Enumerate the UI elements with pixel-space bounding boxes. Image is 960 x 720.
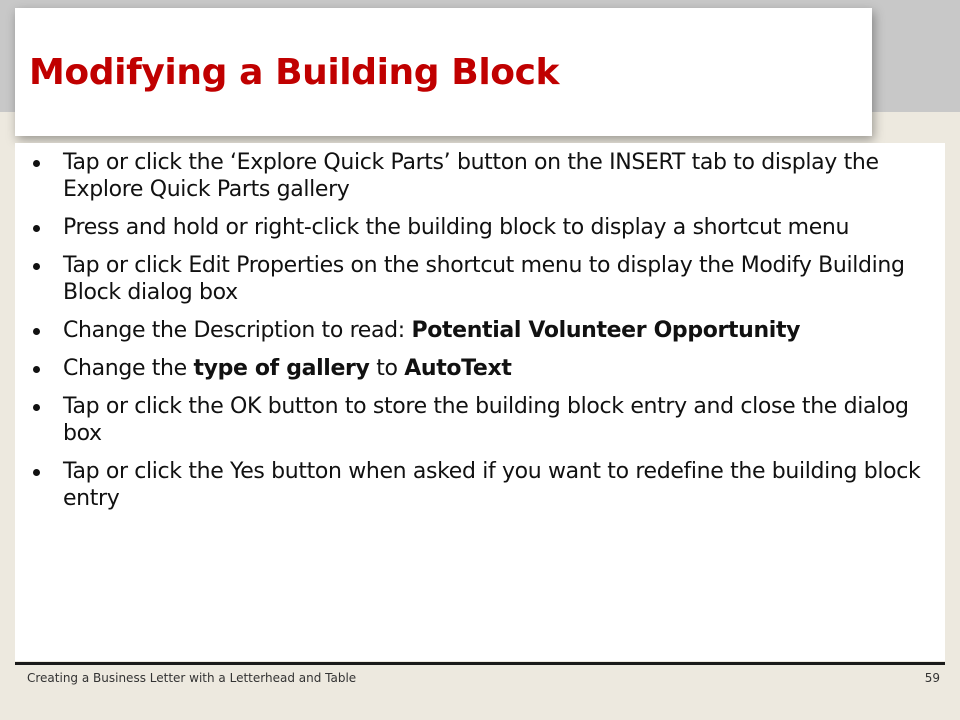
bullet-text: Change the [63,356,194,381]
bullet-text: to [369,356,405,381]
bullet-item [33,252,939,306]
content-area [15,143,945,661]
bullet-text: Tap or click the OK button to store the building block entry and close the dialog box [63,394,909,446]
bullet-text: Change the Description to read: [63,318,412,343]
page-number: 59 [924,671,940,685]
title-box [15,8,872,136]
bullet-text: Press and hold or right-click the building block to display a shortcut menu [63,215,850,240]
footer-text: Creating a Business Letter with a Letterhead and Table [27,671,357,685]
bullet-dot-icon [33,263,40,270]
bullet-item [33,214,939,241]
bullet-list [33,149,939,523]
bullet-text: Tap or click Edit Properties on the shortcut menu to display the Modify Building Block dialog box [63,253,905,305]
bullet-bold-text: Potential Volunteer Opportunity [411,318,801,343]
bullet-item [33,393,939,447]
bullet-bold-text: AutoText [404,356,512,381]
footer-divider [15,662,945,665]
bullet-dot-icon [33,160,40,167]
bullet-item [33,149,939,203]
bullet-dot-icon [33,225,40,232]
bullet-dot-icon [33,404,40,411]
bullet-dot-icon [33,469,40,476]
bullet-item [33,458,939,512]
bullet-text: Tap or click the ‘Explore Quick Parts’ button on the INSERT tab to display the Explore Quick Parts gallery [63,150,879,202]
bullet-item [33,355,939,382]
bullet-dot-icon [33,328,40,335]
slide-title: Modifying a Building Block [29,52,560,93]
bullet-item [33,317,939,344]
bullet-dot-icon [33,366,40,373]
bullet-bold-text: type of gallery [193,356,370,381]
bullet-text: Tap or click the Yes button when asked if you want to redefine the building block entry [63,459,921,511]
